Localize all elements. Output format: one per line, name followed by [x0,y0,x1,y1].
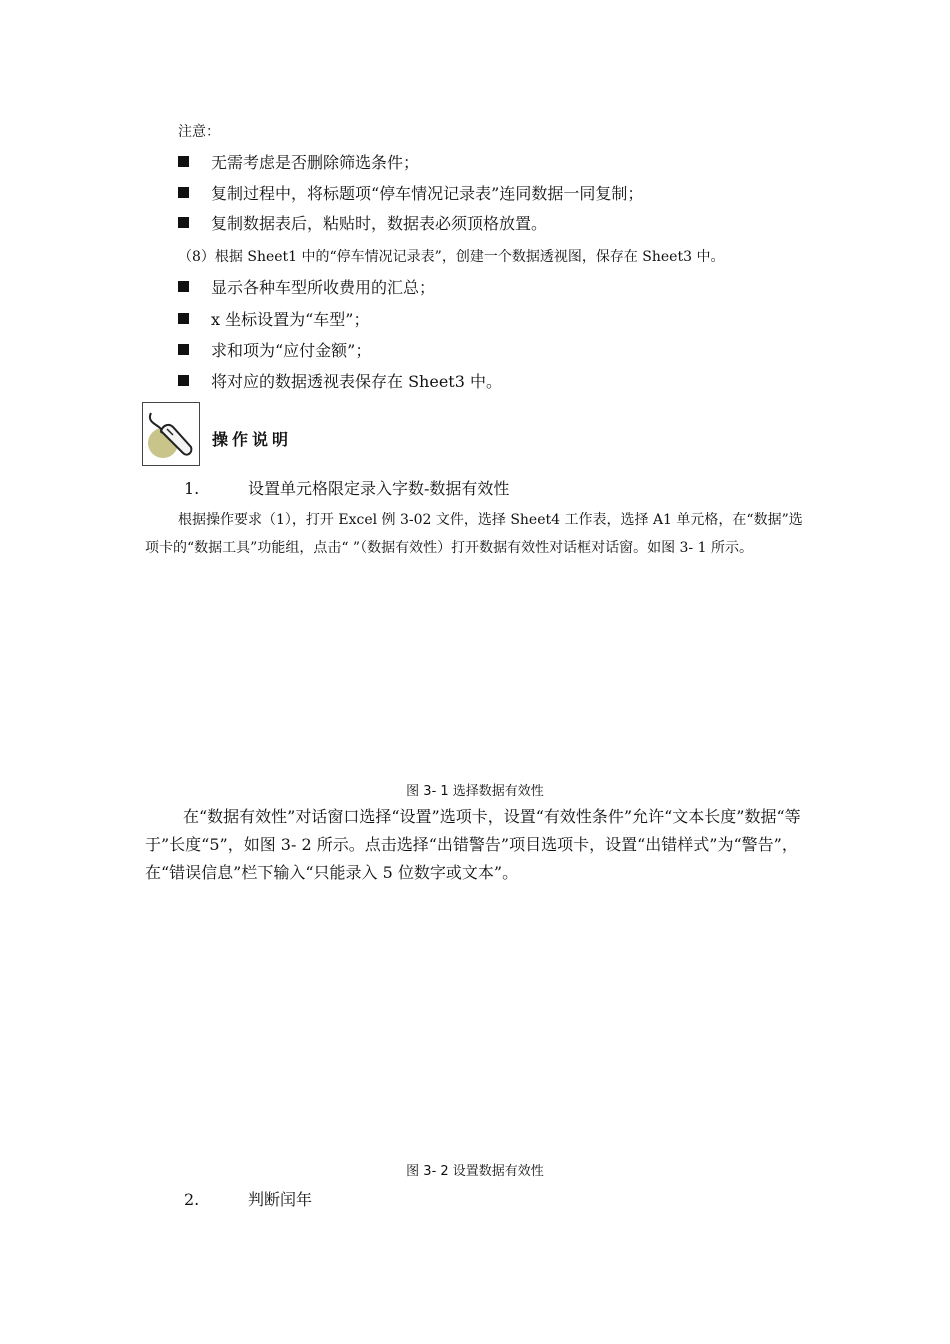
step1-heading [184,476,509,499]
task8-text: （8）根据 Sheet1 中的“停车情况记录表”，创建一个数据透视图，保存在 Sheet3 中。 [178,249,725,265]
bullet-square-icon [178,187,189,198]
section-title: 操作说明 [212,430,293,449]
step2-title: 判断闰年 [248,1190,313,1209]
figure-caption-1: 图 3- 1 选择数据有效性 [406,784,544,799]
bullet-square-icon [178,281,189,292]
note-item: 复制数据表后，粘贴时，数据表必须顶格放置。 [178,211,547,234]
bullet-square-icon [178,375,189,386]
bullet-square-icon [178,217,189,228]
step2-heading [184,1187,312,1210]
task8-item: x 坐标设置为“车型”； [178,307,369,330]
note-label: 注意： [178,124,220,140]
mouse-icon [142,402,200,466]
task8-item: 求和项为“应付金额”； [178,338,371,361]
bullet-square-icon [178,344,189,355]
figure-caption-2: 图 3- 2 设置数据有效性 [406,1164,544,1179]
bullet-square-icon [178,313,189,324]
step1-title: 设置单元格限定录入字数-数据有效性 [248,479,510,498]
step1-number: 1. [184,479,200,498]
paragraph-1: 根据操作要求（1），打开 Excel 例 3-02 文件，选择 Sheet4 工作表，选择 A1 单元格，在“数据”选项卡的“数据工具”功能组，点击“ ”（数据有效性）打开数据有效性对话框对话窗。如图 3- 1 所示。 [145,512,803,556]
bullet-square-icon [178,156,189,167]
note-item: 复制过程中，将标题项“停车情况记录表”连同数据一同复制； [178,181,643,204]
note-item: 无需考虑是否删除筛选条件； [178,150,419,173]
task8-item: 显示各种车型所收费用的汇总； [178,275,435,298]
paragraph-2: 在“数据有效性”对话窗口选择“设置”选项卡，设置“有效性条件”允许“文本长度”数据“等于”长度“5”，如图 3- 2 所示。点击选择“出错警告”项目选项卡，设置“出错样式”为“警告”，在“错误信息”栏下输入“只能录入 5 位数字或文本”。 [145,807,801,882]
task8-item: 将对应的数据透视表保存在 Sheet3 中。 [178,369,502,392]
step2-number: 2. [184,1190,200,1209]
